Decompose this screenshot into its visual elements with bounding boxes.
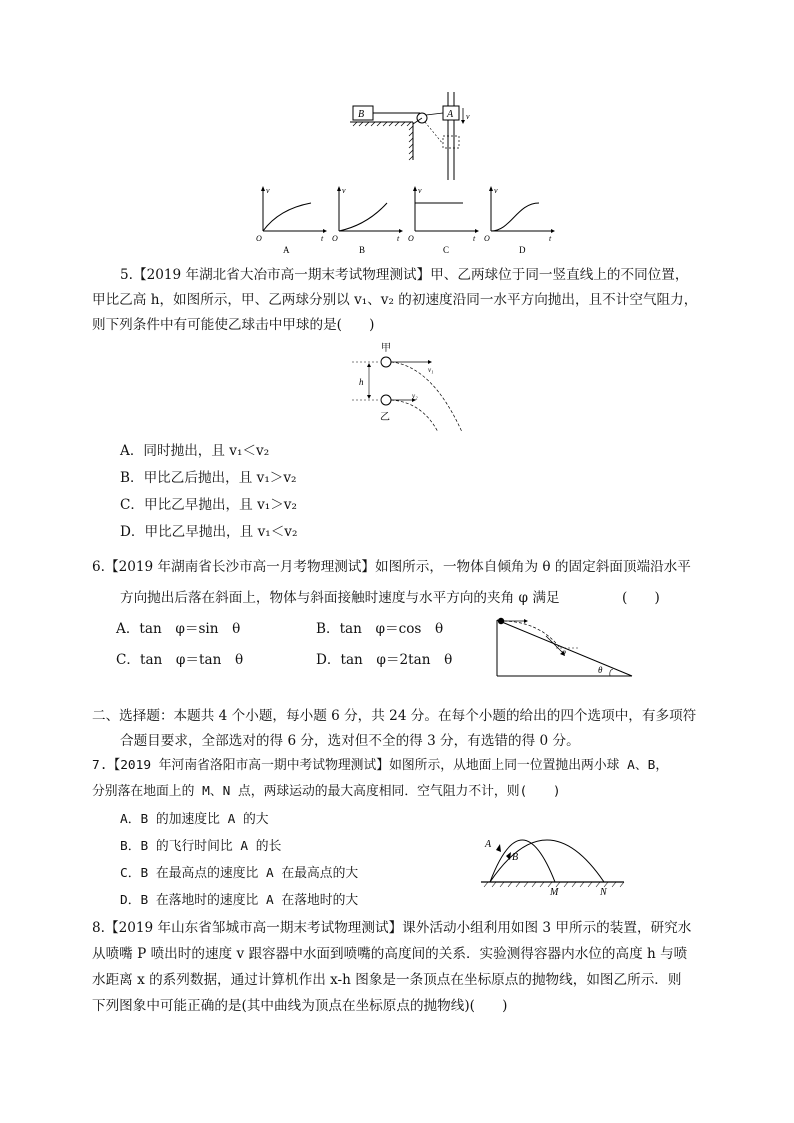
svg-text:O: O	[408, 234, 414, 243]
q7-option-b: B．B 的飞行时间比 A 的长	[120, 839, 282, 854]
q8-line1: 8.【2019 年山东省邹城市高一期末考试物理测试】课外活动小组利用如图 3 甲所示的装置，研究水	[92, 920, 692, 936]
svg-text:v: v	[466, 112, 470, 121]
svg-text:N: N	[600, 887, 607, 898]
ball	[498, 618, 504, 624]
svg-text:O: O	[332, 234, 338, 243]
q6-bracket: ( )	[622, 590, 660, 606]
graph-d	[484, 186, 555, 255]
svg-text:甲: 甲	[381, 343, 391, 354]
svg-text:C: C	[443, 245, 450, 255]
ball-jia	[381, 357, 391, 367]
q6-option-a: A．tan φ＝sin θ	[116, 621, 241, 637]
svg-text:A: A	[283, 245, 290, 255]
q7-option-d: D．B 在落地时的速度比 A 在落地时的大	[120, 893, 359, 908]
q5-figure	[352, 340, 472, 435]
section2-line2: 合题目要求，全部选对的得 6 分，选对但不全的得 3 分，有选错的得 0 分。	[120, 733, 580, 749]
graph-a	[256, 186, 327, 255]
q8-line2: 从喷嘴 P 喷出时的速度 v 跟容器中水面到喷嘴的高度间的关系．实验测得容器内水位的高度 h 与喷	[92, 946, 688, 962]
q5-line3: 则下列条件中有可能使乙球击中甲球的是( )	[92, 317, 375, 333]
q6-option-d: D．tan φ＝2tan θ	[316, 652, 453, 668]
svg-text:θ: θ	[598, 665, 603, 675]
trajectory-b	[490, 840, 604, 882]
svg-text:t: t	[473, 234, 476, 243]
q7-line2: 分别落在地面上的 M、N 点，两球运动的最大高度相同．空气阻力不计，则( )	[92, 784, 561, 799]
q8-line3: 水距离 x 的系列数据，通过计算机作出 x-h 图象是一条顶点在坐标原点的抛物线，如图乙所示．则	[92, 972, 682, 988]
graph-c	[408, 186, 479, 255]
svg-text:B: B	[359, 245, 366, 255]
svg-text:A: A	[447, 109, 454, 120]
vt-graphs	[255, 183, 565, 255]
svg-text:t: t	[321, 234, 324, 243]
q5-line2: 甲比乙高 h，如图所示，甲、乙两球分别以 v₁、v₂ 的初速度沿同一水平方向抛出，且不计空气阻力，	[92, 292, 698, 308]
svg-text:A: A	[485, 839, 492, 850]
q5-option-d: D．甲比乙早抛出，且 v₁＜v₂	[120, 524, 298, 540]
q6-incline-figure	[492, 614, 637, 680]
svg-text:B: B	[358, 109, 365, 120]
pulley-figure	[345, 92, 475, 182]
q7-option-a: A．B 的加速度比 A 的大	[120, 812, 269, 827]
graph-b	[332, 186, 403, 255]
q5-option-a: A．同时抛出，且 v₁＜v₂	[120, 443, 270, 459]
svg-text:v: v	[494, 186, 498, 195]
svg-text:M: M	[550, 887, 559, 898]
svg-text:v: v	[418, 186, 422, 195]
q6-line2: 方向抛出后落在斜面上，物体与斜面接触时速度与水平方向的夹角 φ 满足	[120, 590, 560, 606]
svg-text:D: D	[519, 245, 526, 255]
svg-text:v: v	[266, 186, 270, 195]
q6-line1: 6.【2019 年湖南省长沙市高一月考物理测试】如图所示，一物体自倾角为 θ 的固定斜面顶端沿水平	[92, 559, 691, 575]
svg-text:h: h	[359, 377, 364, 387]
svg-text:v₂: v₂	[412, 392, 418, 400]
svg-text:O: O	[484, 234, 490, 243]
ball-yi	[381, 395, 391, 405]
q6-option-b: B．tan φ＝cos θ	[316, 621, 444, 637]
q5-line1: 5.【2019 年湖北省大冶市高一期末考试物理测试】甲、乙两球位于同一竖直线上的不同位置，	[120, 267, 689, 283]
q7-projectile-figure	[476, 820, 626, 900]
q8-line4: 下列图象中可能正确的是(其中曲线为顶点在坐标原点的抛物线)( )	[92, 998, 508, 1014]
svg-text:v₁: v₁	[428, 366, 434, 374]
svg-text:t: t	[549, 234, 552, 243]
q7-option-c: C．B 在最高点的速度比 A 在最高点的大	[120, 866, 359, 881]
svg-text:乙: 乙	[380, 412, 390, 423]
q6-option-c: C．tan φ＝tan θ	[116, 652, 244, 668]
svg-text:φ: φ	[562, 648, 566, 656]
q5-option-b: B．甲比乙后抛出，且 v₁＞v₂	[120, 470, 297, 486]
svg-text:O: O	[256, 234, 262, 243]
q7-line1: 7.【2019 年河南省洛阳市高一期中考试物理测试】如图所示，从地面上同一位置抛出两小球 A、B，	[92, 758, 669, 773]
svg-text:t: t	[397, 234, 400, 243]
svg-text:v: v	[342, 186, 346, 195]
section2-line1: 二、选择题：本题共 4 个小题，每小题 6 分，共 24 分。在每个小题的给出的四个选项中，有多项符	[92, 708, 697, 724]
svg-text:B: B	[512, 852, 519, 863]
q5-option-c: C．甲比乙早抛出，且 v₁＞v₂	[120, 497, 297, 513]
